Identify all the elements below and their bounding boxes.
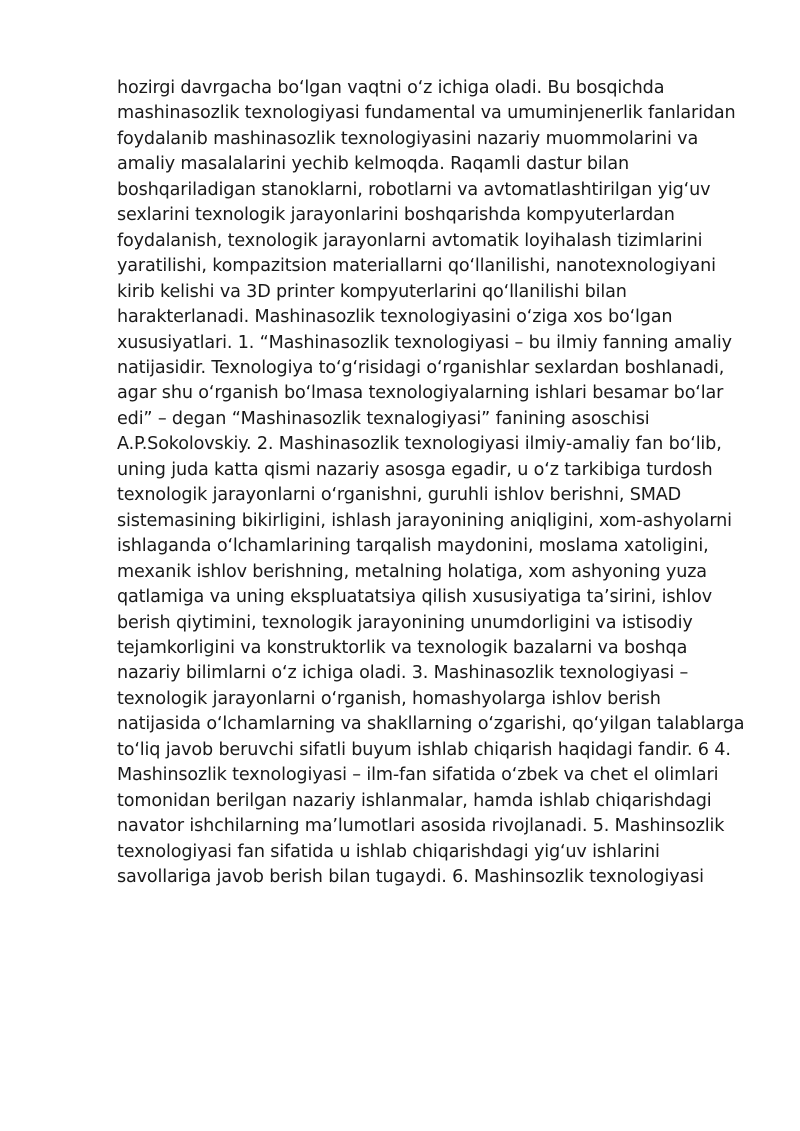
text-line: texnologik jarayonlarni o‘rganishni, guruhli ishlov berishni, SMAD bbox=[117, 485, 682, 506]
text-line: to‘liq javob beruvchi sifatli buyum ishlab chiqarish haqidagi fandir. 6 4. bbox=[117, 739, 731, 760]
body-text bbox=[117, 76, 757, 891]
text-line: yaratilishi, kompazitsion materiallarni qo‘llanilishi, nanotexnologiyani bbox=[117, 256, 716, 277]
text-line: foydalanish, texnologik jarayonlarni avtomatik loyihalash tizimlarini bbox=[117, 230, 703, 251]
text-line: sexlarini texnologik jarayonlarini boshqarishda kompyuterlardan bbox=[117, 205, 675, 226]
text-line: berish qiytimini, texnologik jarayonining unumdorligini va istisodiy bbox=[117, 612, 693, 633]
text-line: ishlaganda o‘lchamlarining tarqalish maydonini, moslama xatoligini, bbox=[117, 536, 709, 557]
text-line: savollariga javob berish bilan tugaydi. 6. Mashinsozlik texnologiyasi bbox=[117, 867, 704, 888]
text-line: edi” – degan “Mashinasozlik texnalogiyasi” fanining asoschisi bbox=[117, 408, 650, 429]
text-line: nazariy bilimlarni o‘z ichiga oladi. 3. Mashinasozlik texnologiyasi – bbox=[117, 663, 689, 684]
text-line: qatlamiga va uning ekspluatatsiya qilish xususiyatiga ta’sirini, ishlov bbox=[117, 587, 713, 608]
text-line: agar shu o‘rganish bo‘lmasa texnologiyalarning ishlari besamar bo‘lar bbox=[117, 383, 724, 404]
text-line: navator ishchilarning ma’lumotlari asosida rivojlanadi. 5. Mashinsozlik bbox=[117, 816, 725, 837]
text-line: texnologik jarayonlarni o‘rganish, homashyolarga ishlov berish bbox=[117, 688, 661, 709]
text-line: mashinasozlik texnologiyasi fundamental va umuminjenerlik fanlaridan bbox=[117, 103, 736, 124]
text-line: natijasida o‘lchamlarning va shakllarning o‘zgarishi, qo‘yilgan talablarga bbox=[117, 714, 745, 735]
text-line: Mashinsozlik texnologiyasi – ilm-fan sifatida o‘zbek va chet el olimlari bbox=[117, 765, 719, 786]
text-line: texnologiyasi fan sifatida u ishlab chiqarishdagi yig‘uv ishlarini bbox=[117, 841, 660, 862]
text-line: kirib kelishi va 3D printer kompyuterlarini qo‘llanilishi bilan bbox=[117, 281, 627, 302]
text-line: hozirgi davrgacha bo‘lgan vaqtni o‘z ichiga oladi. Bu bosqichda bbox=[117, 78, 665, 98]
text-line: tejamkorligini va konstruktorlik va texnologik bazalarni va boshqa bbox=[117, 637, 688, 658]
text-line: uning juda katta qismi nazariy asosga egadir, u o‘z tarkibiga turdosh bbox=[117, 459, 713, 480]
text-line: tomonidan berilgan nazariy ishlanmalar, hamda ishlab chiqarishdagi bbox=[117, 790, 712, 811]
text-line: sistemasining bikirligini, ishlash jarayonining aniqligini, xom-ashyolarni bbox=[117, 510, 732, 531]
text-line: mexanik ishlov berishning, metalning holatiga, xom ashyoning yuza bbox=[117, 561, 707, 582]
text-line: boshqariladigan stanoklarni, robotlarni va avtomatlashtirilgan yig‘uv bbox=[117, 179, 711, 200]
text-line: natijasidir. Texnologiya to‘g‘risidagi o‘rganishlar sexlardan boshlanadi, bbox=[117, 357, 725, 378]
text-line: foydalanib mashinasozlik texnologiyasini nazariy muommolarini va bbox=[117, 128, 699, 149]
text-line: amaliy masalalarini yechib kelmoqda. Raqamli dastur bilan bbox=[117, 154, 630, 175]
text-line: xususiyatlari. 1. “Mashinasozlik texnologiyasi – bu ilmiy fanning amaliy bbox=[117, 332, 732, 353]
text-line: A.P.Sokolovskiy. 2. Mashinasozlik texnologiyasi ilmiy-amaliy fan bo‘lib, bbox=[117, 434, 722, 455]
text-line: harakterlanadi. Mashinasozlik texnologiyasini o‘ziga xos bo‘lgan bbox=[117, 307, 673, 328]
